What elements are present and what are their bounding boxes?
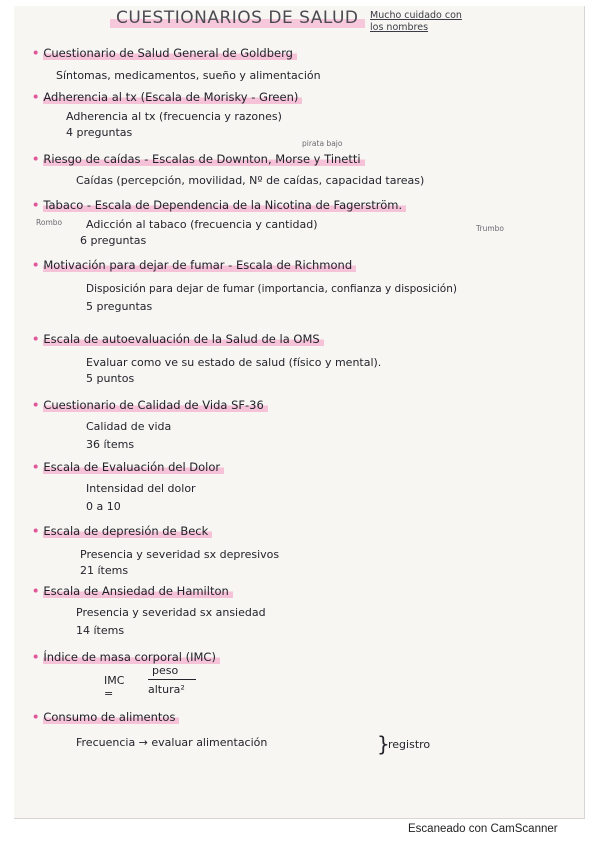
section-heading-imc: • Índice de masa corporal (IMC): [32, 650, 220, 664]
bullet-icon: •: [32, 46, 40, 60]
section-heading-goldberg: • Cuestionario de Salud General de Goldberg: [32, 46, 297, 60]
scanned-page: [14, 6, 585, 819]
bullet-icon: •: [32, 90, 40, 104]
bullet-icon: •: [32, 258, 40, 272]
section-heading-richmond: • Motivación para dejar de fumar - Escala de Richmond: [32, 258, 356, 272]
detail-caidas: Caídas (percepción, movilidad, Nº de caídas, capacidad tareas): [76, 174, 425, 187]
registro-note: registro: [388, 738, 431, 751]
detail-sf36-count: 36 ítems: [86, 438, 135, 451]
detail-beck-count: 21 ítems: [80, 564, 129, 577]
imc-denominator: altura²: [148, 683, 185, 696]
margin-note: [370, 10, 520, 34]
detail-tabaco-count: 6 preguntas: [80, 234, 147, 247]
imc-label: IMC =: [104, 674, 125, 700]
bullet-icon: •: [32, 650, 40, 664]
section-heading-tabaco: • Tabaco - Escala de Dependencia de la Nicotina de Fagerström.: [32, 198, 406, 212]
detail-morisky-count: 4 preguntas: [66, 126, 133, 139]
section-heading-oms: • Escala de autoevaluación de la Salud de la OMS: [32, 332, 324, 346]
section-heading-dolor: • Escala de Evaluación del Dolor: [32, 460, 224, 474]
side-note-trumbo: Trumbo: [476, 224, 504, 233]
detail-goldberg: Síntomas, medicamentos, sueño y alimentación: [56, 69, 321, 82]
fraction-bar: [148, 679, 196, 680]
section-heading-sf36: • Cuestionario de Calidad de Vida SF-36: [32, 398, 268, 412]
bullet-icon: •: [32, 584, 40, 598]
side-note-pirate: pirata bajo: [302, 139, 343, 148]
brace-icon: }: [377, 732, 390, 756]
detail-tabaco: Adicción al tabaco (frecuencia y cantidad): [86, 218, 318, 231]
bullet-icon: •: [32, 332, 40, 346]
detail-oms: Evaluar como ve su estado de salud (físico y mental).: [86, 356, 382, 369]
detail-richmond: Disposición para dejar de fumar (importancia, confianza y disposición): [86, 283, 457, 295]
side-note-rombo: Rombo: [36, 218, 63, 227]
detail-oms-count: 5 puntos: [86, 372, 135, 385]
detail-morisky: Adherencia al tx (frecuencia y razones): [66, 110, 282, 123]
detail-beck: Presencia y severidad sx depresivos: [80, 548, 280, 561]
detail-dolor: Intensidad del dolor: [86, 482, 196, 495]
detail-richmond-count: 5 preguntas: [86, 300, 153, 313]
detail-sf36: Calidad de vida: [86, 420, 172, 433]
bullet-icon: •: [32, 152, 40, 166]
section-heading-morisky: • Adherencia al tx (Escala de Morisky - Green): [32, 90, 302, 104]
section-heading-hamilton: • Escala de Ansiedad de Hamilton: [32, 584, 233, 598]
bullet-icon: •: [32, 524, 40, 538]
detail-dolor-range: 0 a 10: [86, 500, 121, 513]
note-line-2: los nombres: [370, 22, 429, 33]
imc-numerator: peso: [152, 664, 179, 677]
bullet-icon: •: [32, 398, 40, 412]
bullet-icon: •: [32, 460, 40, 474]
detail-hamilton-count: 14 ítems: [76, 624, 125, 637]
note-line-1: Mucho cuidado con: [370, 10, 462, 21]
section-heading-alimentos: • Consumo de alimentos: [32, 710, 179, 724]
detail-alimentos: Frecuencia → evaluar alimentación: [76, 736, 268, 749]
page-title: CUESTIONARIOS DE SALUD: [110, 8, 365, 28]
bullet-icon: •: [32, 198, 40, 212]
detail-hamilton: Presencia y severidad sx ansiedad: [76, 606, 266, 619]
bullet-icon: •: [32, 710, 40, 724]
section-heading-beck: • Escala de depresión de Beck: [32, 524, 212, 538]
section-heading-caidas: • Riesgo de caídas - Escalas de Downton, Morse y Tinetti: [32, 152, 365, 166]
scanner-watermark: Escaneado con CamScanner: [408, 823, 558, 835]
